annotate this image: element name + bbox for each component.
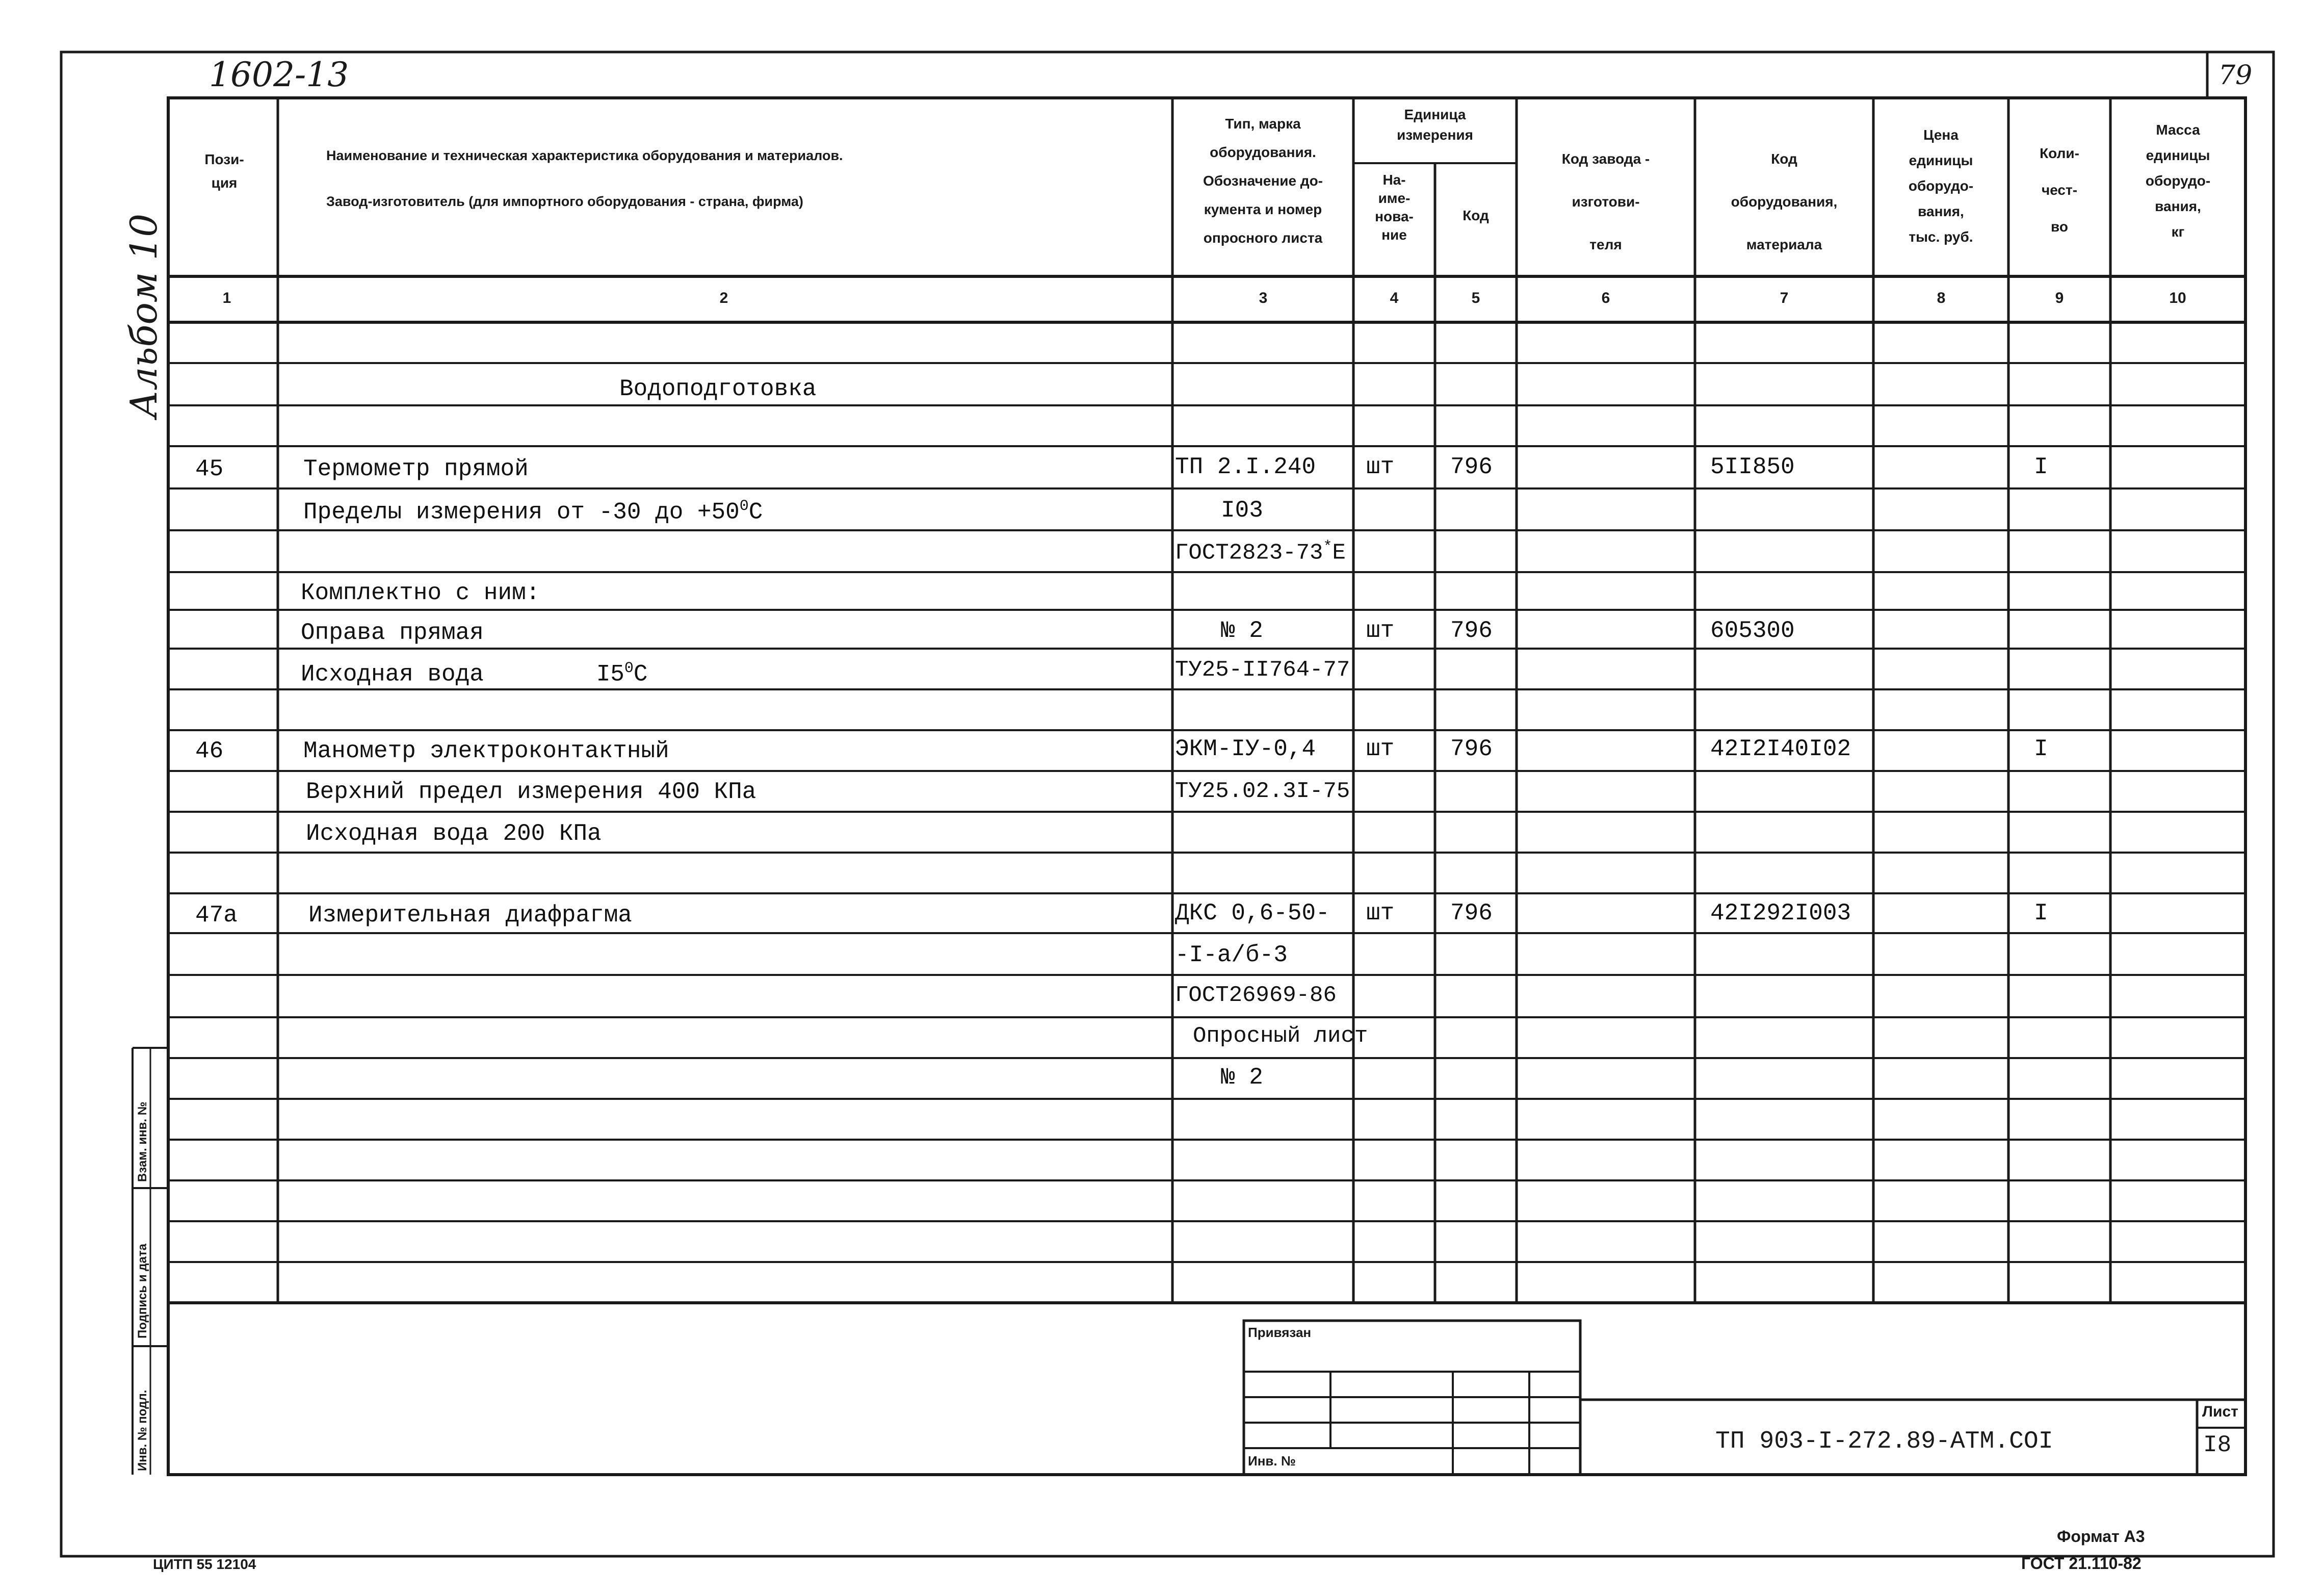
col8-header: Цена единицы оборудо- вания, тыс. руб. <box>1908 127 1974 245</box>
row-name: Исходная вода $I5^0С$ <box>301 660 648 688</box>
row-position: 47а <box>195 902 238 929</box>
row-unit: шт <box>1366 617 1395 644</box>
col1-header: Пози- ция <box>204 151 244 191</box>
printer-code: ЦИТП 55 12104 <box>153 1556 256 1572</box>
side-label-replace-inv: Взам. инв. № <box>136 1101 149 1182</box>
row-name: Пределы измерения от -30 до $+50^0С$ <box>303 498 763 526</box>
side-label-orig-inv: Инв. № подл. <box>136 1389 149 1471</box>
row-name: Манометр электроконтактный <box>303 738 669 764</box>
row-equip-code: 42I292I003 <box>1710 900 1851 926</box>
row-type: I03 <box>1221 497 1263 524</box>
section-title: Водоподготовка <box>619 376 817 402</box>
row-type: № 2 <box>1221 617 1263 644</box>
col9-number: 9 <box>2055 290 2064 306</box>
row-type: ТУ25-II764-77 <box>1175 657 1350 683</box>
row-name: Оправа прямая <box>301 620 484 646</box>
col1-number: 1 <box>222 290 231 306</box>
col6-number: 6 <box>1601 290 1610 306</box>
row-quantity: I <box>2034 736 2048 762</box>
row-unit: шт <box>1366 736 1395 762</box>
row-unit-code: 796 <box>1450 617 1493 644</box>
stamp-privyazan: Привязан <box>1248 1325 1312 1340</box>
row-type: -I-а/б-3 <box>1175 942 1288 968</box>
row-type: ГОСТ2823-73*Е <box>1175 538 1346 566</box>
row-quantity: I <box>2034 900 2048 926</box>
side-label-signature-date: Подпись и дата <box>136 1244 149 1338</box>
row-name: Термометр прямой <box>303 456 529 482</box>
row-name: Верхний предел измерения 400 КПа <box>306 779 756 805</box>
row-type: ТП 2.I.240 <box>1175 454 1316 480</box>
unit-group-header: Единица измерения <box>1397 107 1473 143</box>
col8-number: 8 <box>1937 290 1946 306</box>
col10-header: Масса единицы оборудо- вания, кг <box>2145 122 2211 240</box>
row-unit: шт <box>1366 900 1395 926</box>
album-label: Альбом 10 <box>122 213 165 418</box>
row-equip-code: 42I2I40I02 <box>1710 736 1851 762</box>
col3-header: Тип, марка оборудования. Обозначение до- кумента и номер опросного листа <box>1203 116 1323 246</box>
row-name: Комплектно с ним: <box>301 580 540 606</box>
row-equip-code: 605300 <box>1710 617 1795 644</box>
sheet-label: Лист <box>2202 1403 2238 1420</box>
format-label: Формат А3 <box>2057 1527 2145 1546</box>
col4-header: На- име- нова- ние <box>1375 172 1414 243</box>
row-type: ЭКМ-IУ-0,4 <box>1175 736 1316 762</box>
col2-number: 2 <box>719 290 728 306</box>
col3-number: 3 <box>1259 290 1268 306</box>
row-type: ДКС 0,6-50- <box>1175 900 1330 926</box>
row-unit-code: 796 <box>1450 900 1493 926</box>
row-position: 45 <box>195 456 224 482</box>
row-unit: шт <box>1366 454 1395 480</box>
row-type: ГОСТ26969-86 <box>1175 983 1337 1008</box>
row-equip-code: 5II850 <box>1710 454 1795 480</box>
row-type: ТУ25.02.3I-75 <box>1175 779 1350 804</box>
archive-number: 1602-13 <box>209 55 349 94</box>
stamp-inv-no: Инв. № <box>1248 1453 1296 1469</box>
col7-number: 7 <box>1780 290 1789 306</box>
gost-label: ГОСТ 21.110-82 <box>2021 1554 2142 1573</box>
col9-header: Коли- чест- во <box>2040 145 2079 235</box>
col6-header: Код завода - изготови- теля <box>1561 151 1650 252</box>
col4-number: 4 <box>1390 290 1399 306</box>
row-name: Исходная вода 200 КПа <box>306 820 602 847</box>
row-unit-code: 796 <box>1450 454 1493 480</box>
row-quantity: I <box>2034 454 2048 480</box>
col10-number: 10 <box>2169 290 2186 306</box>
row-position: 46 <box>195 738 224 764</box>
row-type: № 2 <box>1221 1064 1263 1091</box>
col5-number: 5 <box>1471 290 1480 306</box>
sheet-number: I8 <box>2203 1432 2232 1458</box>
col7-header: Код оборудования, материала <box>1731 151 1838 252</box>
row-unit-code: 796 <box>1450 736 1493 762</box>
col2-header: Наименование и техническая характеристика оборудования и материалов. Завод-изготовитель (для импортного оборудования - страна, фирма) <box>326 148 843 209</box>
row-type: Опросный лист <box>1193 1023 1368 1049</box>
row-name: Измерительная диафрагма <box>308 902 632 929</box>
document-code: ТП 903-I-272.89-АТМ.СОI <box>1715 1428 2053 1455</box>
col5-header: Код <box>1463 208 1489 223</box>
page-number: 79 <box>2218 60 2253 91</box>
